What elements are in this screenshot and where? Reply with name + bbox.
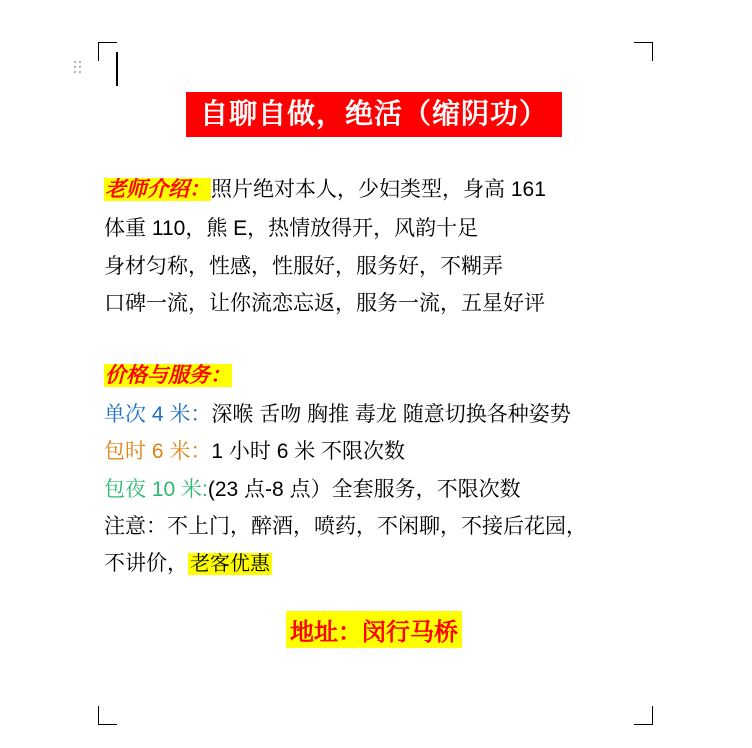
price-line-1 bbox=[104, 396, 644, 433]
title-row bbox=[104, 92, 644, 137]
old-customer-discount-badge: 老客优惠 bbox=[190, 553, 270, 576]
document-title: 自聊自做，绝活（缩阴功） bbox=[186, 92, 562, 137]
teacher-intro-line-3: 口碑一流，让你流恋忘返，服务一流，五星好评 bbox=[104, 292, 545, 316]
price-line-3-label: 包夜 10 米: bbox=[104, 477, 208, 501]
note-line-1: 注意：不上门，醉酒，喷药，不闲聊，不接后花园， bbox=[104, 515, 587, 538]
page-corner-top-right bbox=[634, 42, 653, 61]
price-service-heading-line bbox=[104, 357, 644, 394]
price-service-heading: 价格与服务： bbox=[105, 363, 231, 387]
document-body bbox=[104, 80, 644, 648]
teacher-intro-heading-inline: 照片绝对本人，少妇类型，身高 161 bbox=[211, 178, 546, 201]
page-corner-bottom-right bbox=[634, 706, 653, 725]
note-line-2 bbox=[104, 545, 644, 583]
section-price-service bbox=[104, 357, 644, 583]
page-corner-top-left bbox=[98, 42, 117, 61]
page-corner-bottom-left bbox=[98, 706, 117, 725]
price-line-3-text: (23 点-8 点）全套服务，不限次数 bbox=[207, 477, 521, 501]
teacher-intro-line-1: 体重 110，熊 E，热情放得开，风韵十足 bbox=[104, 217, 479, 241]
price-line-2 bbox=[104, 433, 644, 470]
paragraph-handle-icon[interactable] bbox=[72, 60, 84, 74]
address-text: 地址：闵行马桥 bbox=[286, 611, 462, 648]
section-gap bbox=[104, 331, 644, 357]
price-line-2-text: 1 小时 6 米 不限次数 bbox=[211, 440, 406, 464]
price-line-2-label: 包时 6 米： bbox=[104, 440, 212, 464]
price-line-1-text: 深喉 舌吻 胸推 毒龙 随意切换各种姿势 bbox=[211, 402, 571, 426]
teacher-intro-heading-line bbox=[104, 171, 644, 208]
price-line-3 bbox=[104, 471, 644, 508]
note-line-2-prefix: 不讲价， bbox=[104, 552, 188, 576]
price-line-1-label: 单次 4 米： bbox=[104, 402, 212, 426]
address-row bbox=[104, 611, 644, 648]
teacher-intro-heading: 老师介绍： bbox=[105, 178, 210, 201]
section-teacher-intro bbox=[104, 171, 644, 323]
teacher-intro-line-2: 身材匀称，性感，性服好，服务好，不糊弄 bbox=[104, 254, 503, 278]
